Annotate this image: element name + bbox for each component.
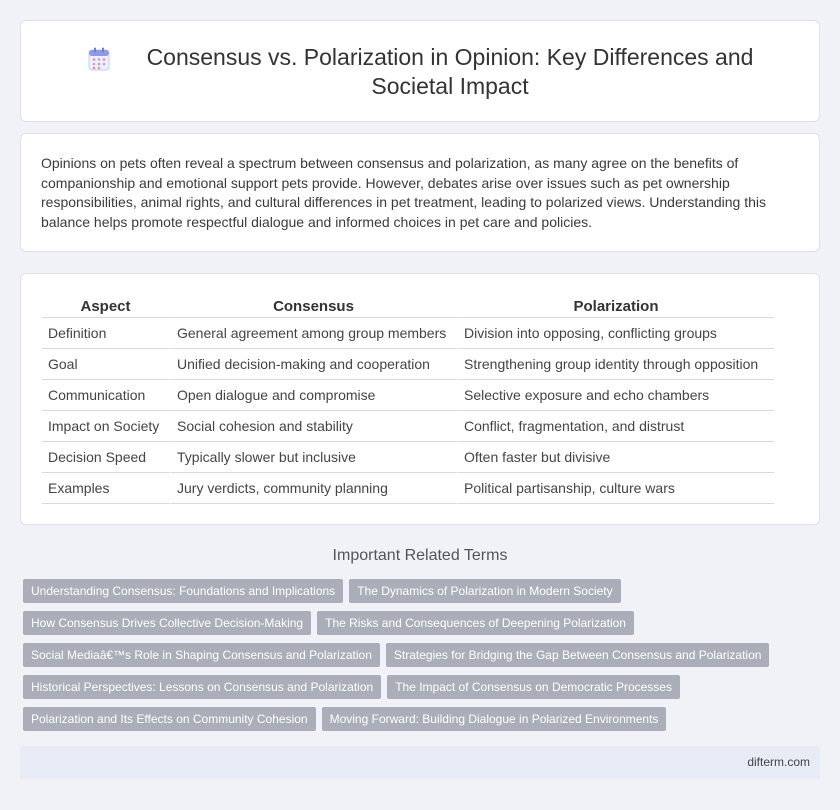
table-cell: General agreement among group members [171, 318, 458, 349]
table-cell: Division into opposing, conflicting groups [458, 318, 774, 349]
footer-site-link[interactable]: difterm.com [747, 755, 810, 769]
table-row [42, 318, 774, 349]
tag-row [23, 675, 783, 699]
table-cell: Examples [42, 473, 171, 504]
table-cell: Political partisanship, culture wars [458, 473, 774, 504]
table-cell: Unified decision-making and cooperation [171, 349, 458, 380]
table-cell: Definition [42, 318, 171, 349]
intro-paragraph: Opinions on pets often reveal a spectrum between consensus and polarization, as many agree on the benefits of companionship and emotional support pets provide. However, debates arise over issues such as pet ownership responsibilities, animal rights, and cultural differences in pet treatment, leading to polarized views. Understanding this balance helps promote respectful dialogue and informed choices in pet care and policies. [41, 155, 767, 230]
table-cell: Impact on Society [42, 411, 171, 442]
table-cell: Conflict, fragmentation, and distrust [458, 411, 774, 442]
table-cell: Selective exposure and echo chambers [458, 380, 774, 411]
related-term-tag[interactable]: The Risks and Consequences of Deepening Polarization [317, 611, 634, 635]
table-cell: Open dialogue and compromise [171, 380, 458, 411]
table-cell: Social cohesion and stability [171, 411, 458, 442]
table-cell: Communication [42, 380, 171, 411]
tag-row [23, 611, 783, 635]
table-row [42, 380, 774, 411]
related-term-tag[interactable]: Historical Perspectives: Lessons on Consensus and Polarization [23, 675, 381, 699]
related-terms-list [23, 579, 783, 739]
related-term-tag[interactable]: Understanding Consensus: Foundations and Implications [23, 579, 343, 603]
table-cell: Goal [42, 349, 171, 380]
related-term-tag[interactable]: Social Mediaâ€™s Role in Shaping Consensus and Polarization [23, 643, 380, 667]
tag-row [23, 707, 783, 731]
header-aspect: Aspect [42, 296, 171, 318]
title-card [20, 20, 820, 122]
tag-row [23, 579, 783, 603]
table-row [42, 411, 774, 442]
comparison-table [42, 296, 774, 504]
related-terms-heading: Important Related Terms [332, 547, 508, 564]
table-cell: Jury verdicts, community planning [171, 473, 458, 504]
tag-row [23, 643, 783, 667]
table-row [42, 442, 774, 473]
table-cell: Typically slower but inclusive [171, 442, 458, 473]
table-cell: Strengthening group identity through opposition [458, 349, 774, 380]
footer [20, 746, 820, 779]
table-cell: Decision Speed [42, 442, 171, 473]
table-header-row [42, 296, 774, 318]
table-cell: Often faster but divisive [458, 442, 774, 473]
related-term-tag[interactable]: Polarization and Its Effects on Community Cohesion [23, 707, 316, 731]
header-consensus: Consensus [171, 296, 458, 318]
related-term-tag[interactable]: How Consensus Drives Collective Decision-Making [23, 611, 311, 635]
table-row [42, 349, 774, 380]
related-term-tag[interactable]: Moving Forward: Building Dialogue in Polarized Environments [322, 707, 667, 731]
table-row [42, 473, 774, 504]
related-term-tag[interactable]: The Dynamics of Polarization in Modern Society [349, 579, 620, 603]
intro-card [20, 133, 820, 252]
header-polarization: Polarization [458, 296, 774, 318]
related-term-tag[interactable]: Strategies for Bridging the Gap Between Consensus and Polarization [386, 643, 770, 667]
comparison-card [20, 273, 820, 525]
page-title: Consensus vs. Polarization in Opinion: Key Differences and Societal Impact [146, 44, 754, 99]
related-term-tag[interactable]: The Impact of Consensus on Democratic Processes [387, 675, 680, 699]
